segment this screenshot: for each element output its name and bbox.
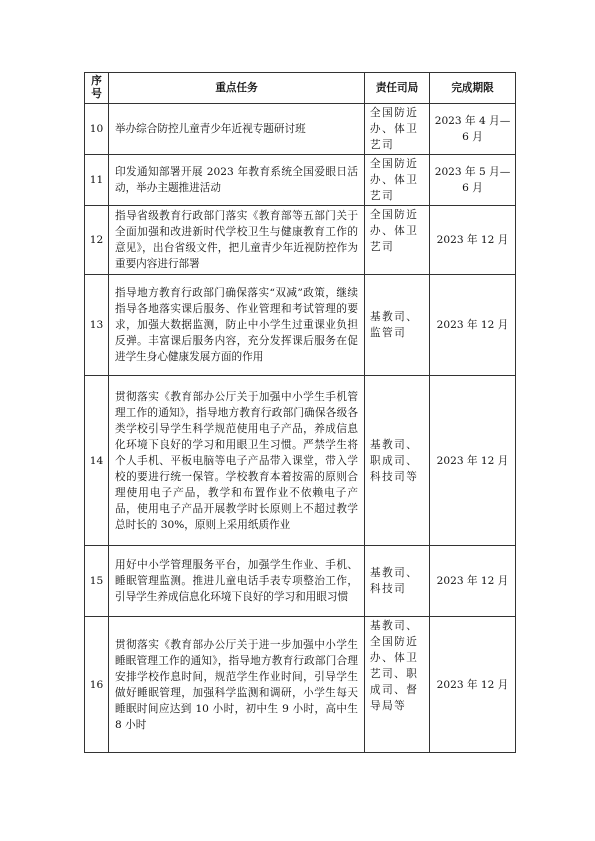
row-deadline: 2023 年 5 月—6 月: [430, 155, 516, 206]
row-dept: 基教司、职成司、科技司等: [365, 376, 430, 546]
row-number: 13: [85, 275, 109, 376]
row-deadline: 2023 年 12 月: [430, 275, 516, 376]
row-dept: 全国防近办、体卫艺司: [365, 206, 430, 275]
row-deadline: 2023 年 12 月: [430, 376, 516, 546]
header-no: 序号: [85, 73, 109, 104]
table-row: [85, 617, 516, 753]
key-tasks-table: [84, 72, 516, 753]
header-dept: 责任司局: [365, 73, 430, 104]
header-task: 重点任务: [109, 73, 365, 104]
row-task: 贯彻落实《教育部办公厅关于进一步加强中小学生睡眠管理工作的通知》，指导地方教育行政部门合理安排学校作息时间，规范学生作业时间，引导学生做好睡眠管理，加强科学监测和调研，小学生每天睡眠时间应达到 10 小时，初中生 9 小时，高中生 8 小时: [109, 617, 365, 753]
row-task: 指导省级教育行政部门落实《教育部等五部门关于全面加强和改进新时代学校卫生与健康教育工作的意见》，出台省级文件，把儿童青少年近视防控作为重要内容进行部署: [109, 206, 365, 275]
row-task: 用好中小学管理服务平台，加强学生作业、手机、睡眠管理监测。推进儿童电话手表专项整治工作，引导学生养成信息化环境下良好的学习和用眼习惯: [109, 546, 365, 617]
row-dept: 全国防近办、体卫艺司: [365, 155, 430, 206]
row-number: 15: [85, 546, 109, 617]
table-row: [85, 546, 516, 617]
row-number: 16: [85, 617, 109, 753]
table-row: [85, 104, 516, 155]
row-dept: 基教司、全国防近办、体卫艺司、职成司、督导局等: [365, 617, 430, 753]
table-row: [85, 376, 516, 546]
row-deadline: 2023 年 12 月: [430, 546, 516, 617]
row-number: 10: [85, 104, 109, 155]
row-deadline: 2023 年 12 月: [430, 617, 516, 753]
table-row: [85, 206, 516, 275]
header-deadline: 完成期限: [430, 73, 516, 104]
row-task: 贯彻落实《教育部办公厅关于加强中小学生手机管理工作的通知》，指导地方教育行政部门确保各级各类学校引导学生科学规范使用电子产品，养成信息化环境下良好的学习和用眼卫生习惯。严禁学生将个人手机、平板电脑等电子产品带入课堂，带入学校的要进行统一保管。学校教育本着按需的原则合理使用电子产品，教学和布置作业不依赖电子产品，使用电子产品开展教学时长原则上不超过教学总时长的 30%，原则上采用纸质作业: [109, 376, 365, 546]
table-header-row: [85, 73, 516, 104]
row-dept: 全国防近办、体卫艺司: [365, 104, 430, 155]
row-number: 12: [85, 206, 109, 275]
row-task: 印发通知部署开展 2023 年教育系统全国爱眼日活动，举办主题推进活动: [109, 155, 365, 206]
row-task: 指导地方教育行政部门确保落实“双减”政策，继续指导各地落实课后服务、作业管理和考试管理的要求，加强大数据监测，防止中小学生过重课业负担反弹。丰富课后服务内容，充分发挥课后服务在促进学生身心健康发展方面的作用: [109, 275, 365, 376]
row-deadline: 2023 年 4 月—6 月: [430, 104, 516, 155]
row-dept: 基教司、监管司: [365, 275, 430, 376]
table-row: [85, 275, 516, 376]
row-dept: 基教司、科技司: [365, 546, 430, 617]
row-number: 14: [85, 376, 109, 546]
table-row: [85, 155, 516, 206]
row-number: 11: [85, 155, 109, 206]
row-task: 举办综合防控儿童青少年近视专题研讨班: [109, 104, 365, 155]
row-deadline: 2023 年 12 月: [430, 206, 516, 275]
